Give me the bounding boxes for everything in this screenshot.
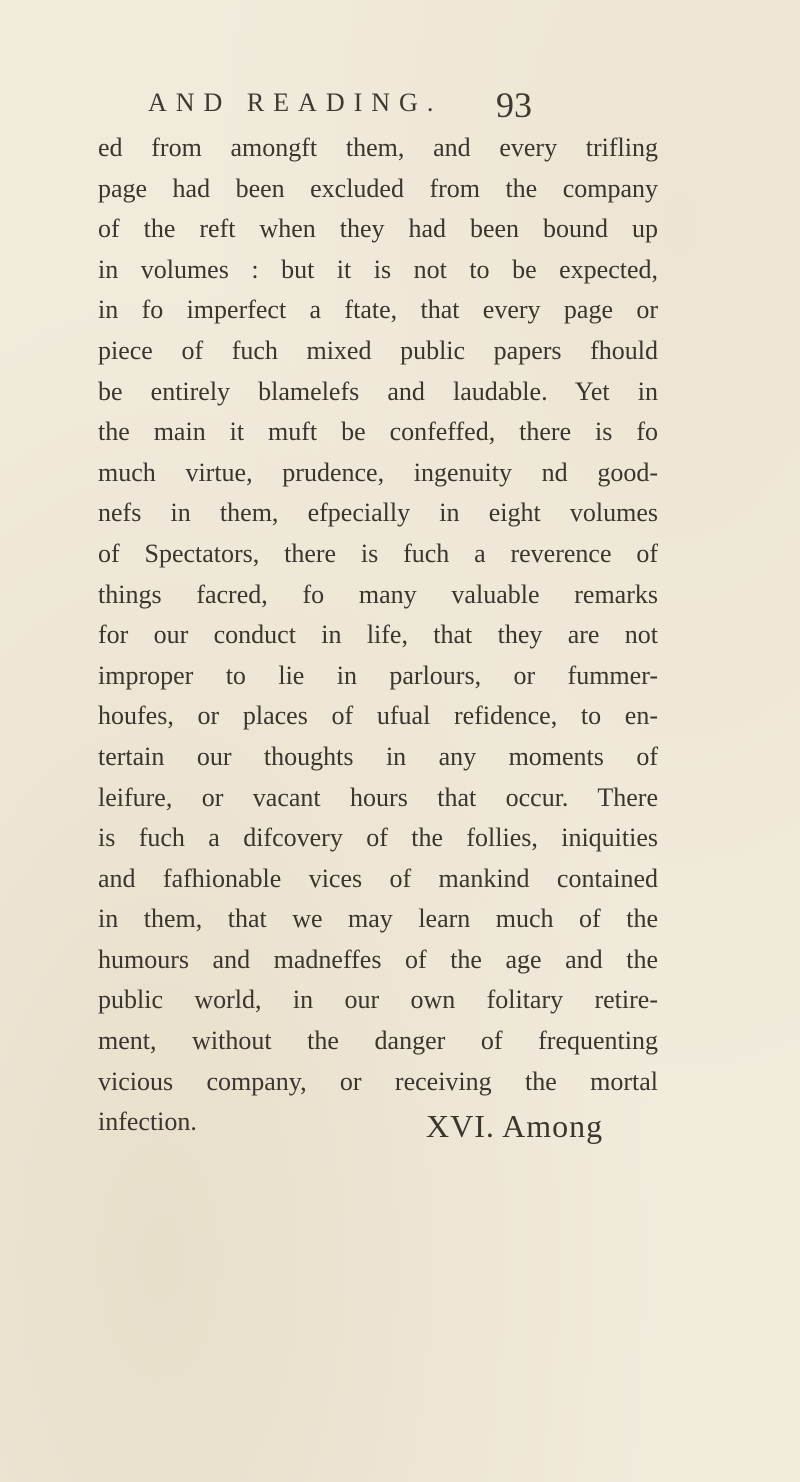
text-line: the main it muft be confeffed, there is fo <box>98 417 658 447</box>
running-title: AND READING. <box>148 88 443 117</box>
text-line: page had been excluded from the company <box>98 173 658 203</box>
text-line: piece of fuch mixed public papers fhould <box>98 335 658 365</box>
text-line: is fuch a difcovery of the follies, iniquities <box>98 823 658 853</box>
text-line: nefs in them, efpecially in eight volumes <box>98 498 658 528</box>
text-line: and fafhionable vices of mankind contained <box>98 863 658 893</box>
text-line: tertain our thoughts in any moments of <box>98 741 658 771</box>
catchword: XVI. Among <box>426 1108 604 1144</box>
text-line: in fo imperfect a ftate, that every page or <box>98 295 658 325</box>
text-line: houfes, or places of ufual refidence, to en- <box>98 701 658 731</box>
text-line: in them, that we may learn much of the <box>98 904 658 934</box>
text-line: things facred, fo many valuable remarks <box>98 579 658 609</box>
page-number: 93 <box>496 85 532 125</box>
text-line: be entirely blamelefs and laudable. Yet in <box>98 376 658 406</box>
text-line: of Spectators, there is fuch a reverence of <box>98 538 658 568</box>
text-line: much virtue, prudence, ingenuity nd good- <box>98 457 658 487</box>
text-line: public world, in our own folitary retire- <box>98 985 658 1015</box>
text-line: ed from amongft them, and every trifling <box>98 133 658 162</box>
text-line: improper to lie in parlours, or fummer- <box>98 660 658 690</box>
text-line: ment, without the danger of frequenting <box>98 1026 658 1056</box>
text-line-final: infection. <box>98 1107 197 1137</box>
body-paragraph <box>98 128 658 1143</box>
text-line: vicious company, or receiving the mortal <box>98 1066 658 1096</box>
text-line: for our conduct in life, that they are not <box>98 620 658 650</box>
text-line: in volumes : but it is not to be expected, <box>98 254 658 284</box>
text-line: humours and madneffes of the age and the <box>98 944 658 974</box>
text-line: leifure, or vacant hours that occur. There <box>98 782 658 812</box>
text-line: of the reft when they had been bound up <box>98 214 658 244</box>
